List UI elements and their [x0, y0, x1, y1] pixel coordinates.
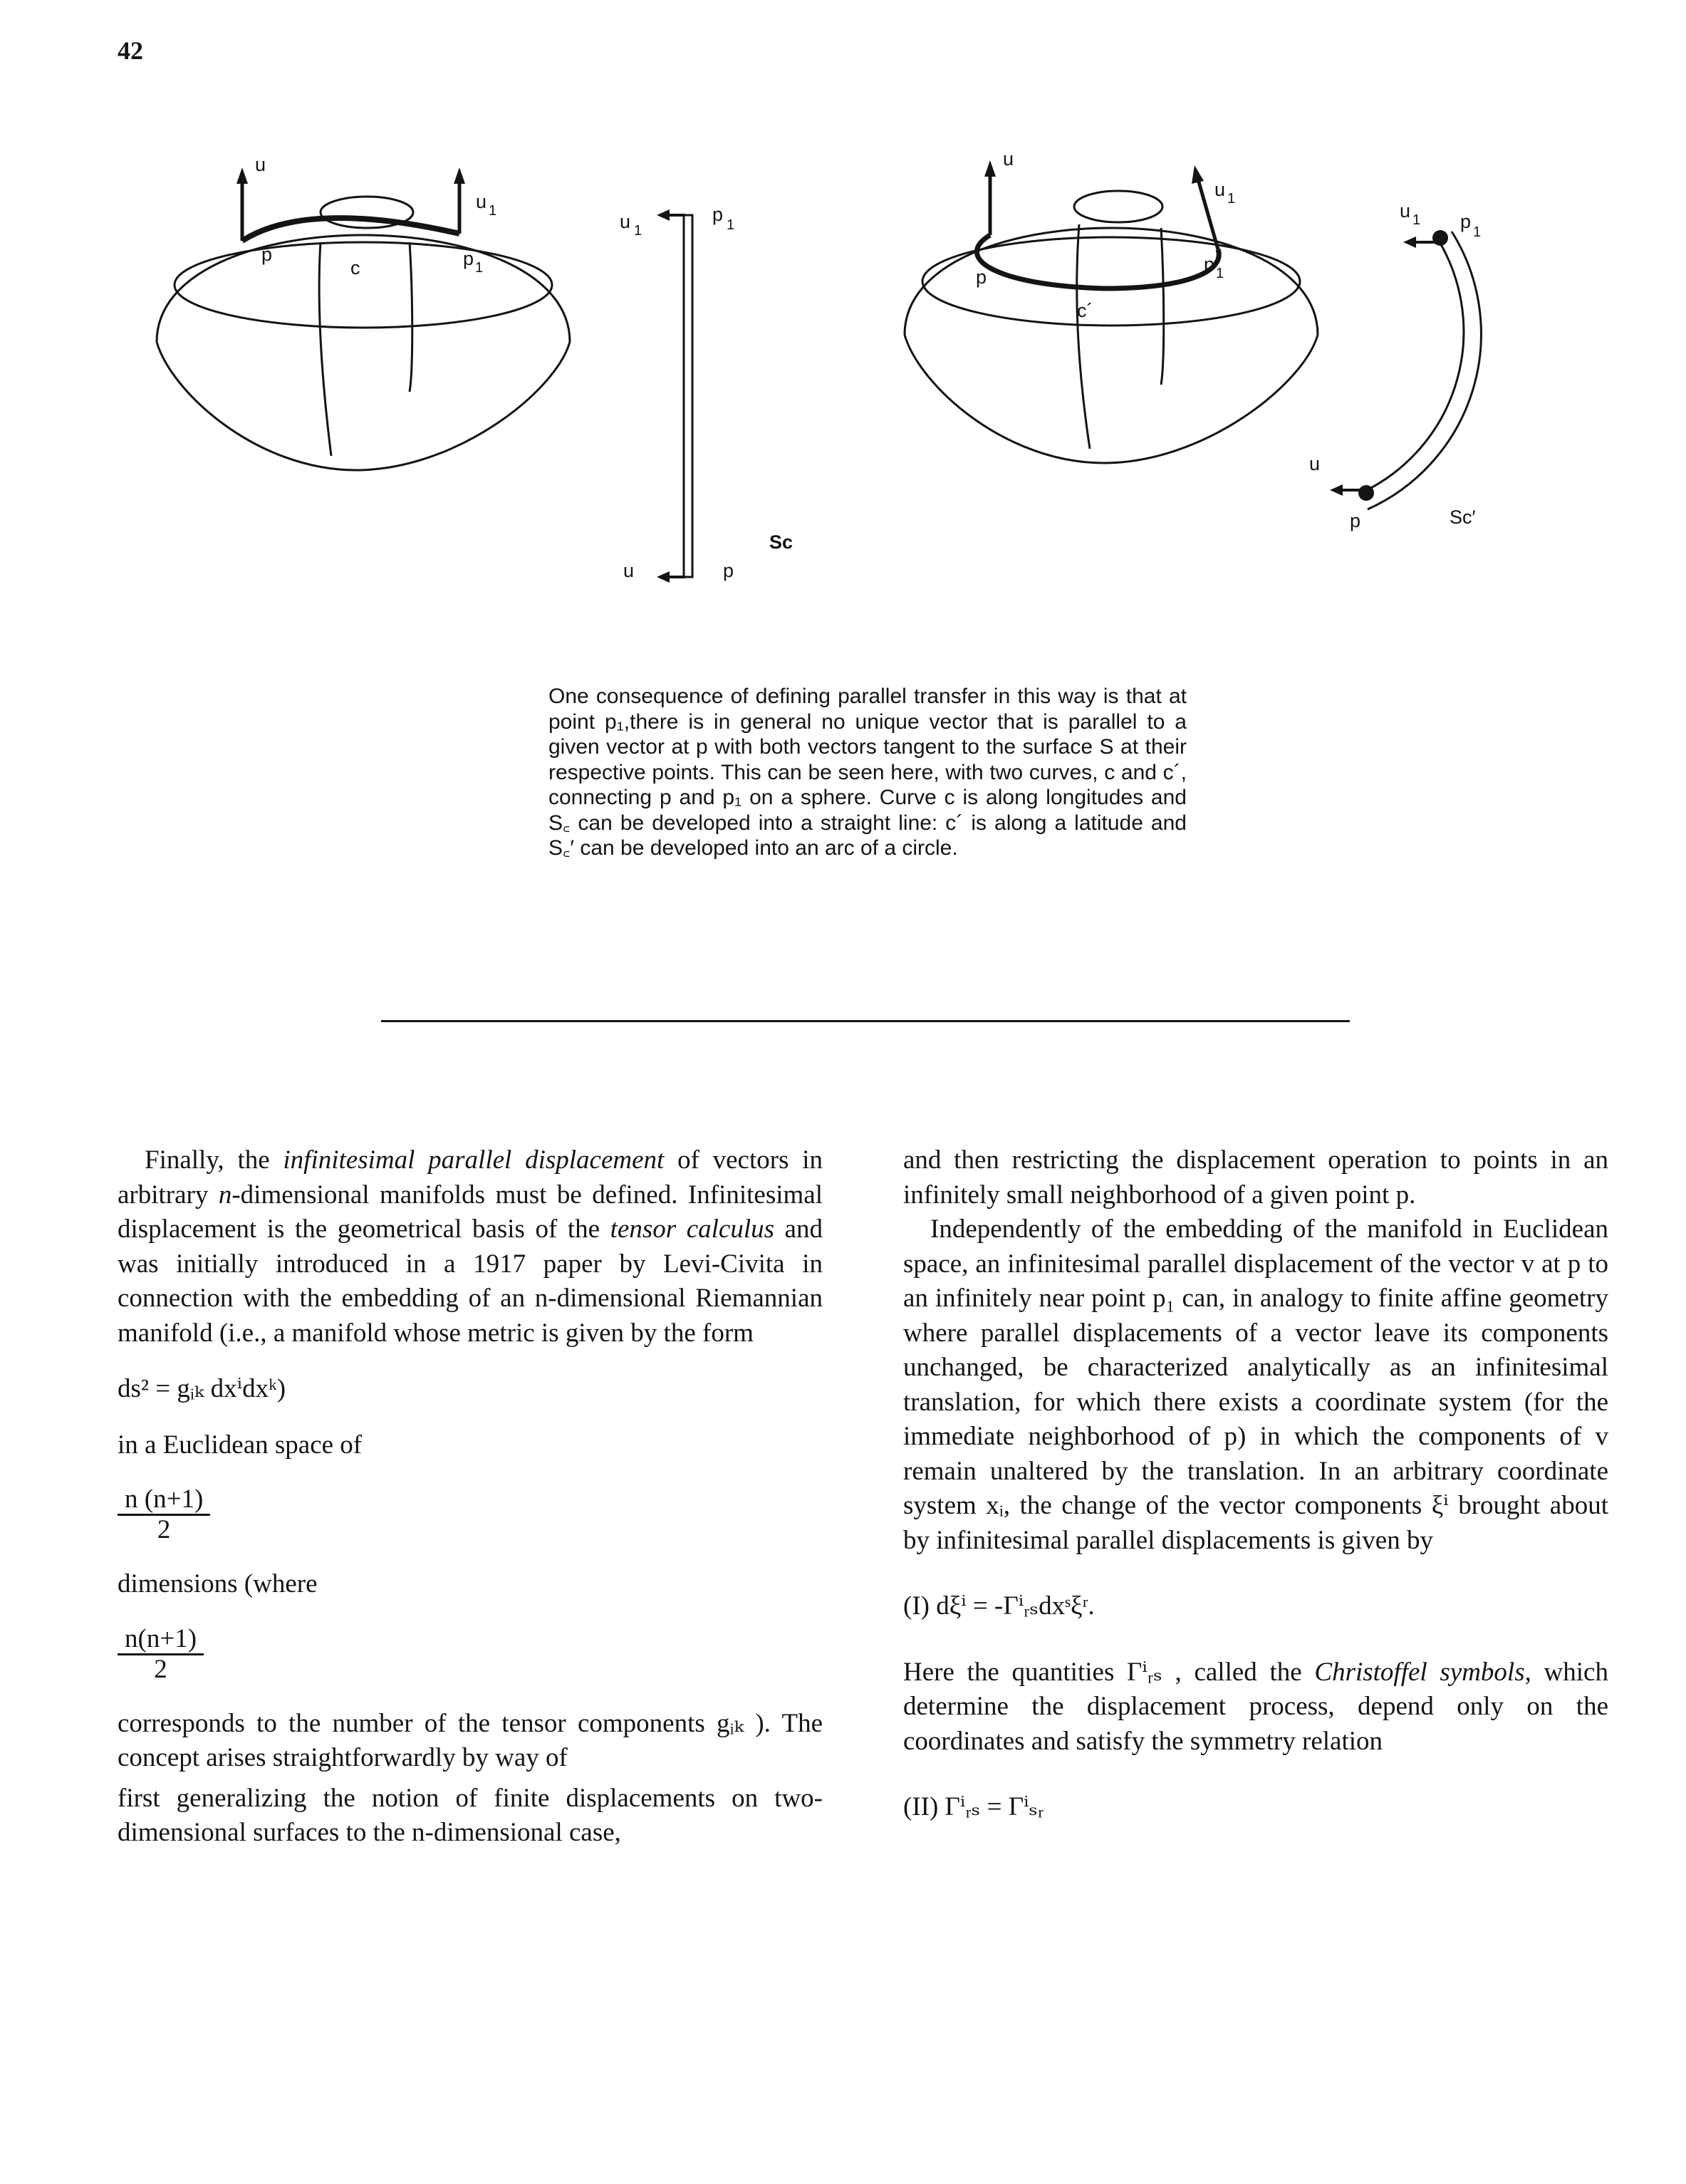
hemisphere-figure-c [142, 154, 584, 470]
strip-p1-label: p [712, 204, 724, 225]
arc-p1-label: p [1460, 211, 1472, 232]
figure-caption: One consequence of defining parallel transfer in this way is that at point p₁,there is in general no unique vector that is parallel to a given vector at p with both vectors tangent to the surface S at their respective points. This can be seen here, with two curves, c and c´, connecting p and p₁ on a sphere. Curve c is along longitudes and S꜀ can be developed into a straight line: c´ is along a latitude and S꜀′ can be developed into an arc of a circle. [548, 685, 1187, 860]
arc-sc-prime-label: Sc′ [1450, 506, 1476, 528]
left-column [118, 1143, 823, 1851]
term-infinitesimal-parallel-displacement: infinitesimal parallel displacement [283, 1145, 665, 1175]
p1-subscript-2: 1 [1216, 266, 1224, 281]
arc-p-label: p [1350, 510, 1361, 531]
strip-u1-subscript: 1 [634, 223, 642, 239]
u1-subscript: 1 [489, 203, 497, 219]
strip-u-label: u [623, 560, 635, 581]
fraction-1-denominator: 2 [157, 1515, 171, 1544]
strip-sc-label: Sc [769, 531, 793, 553]
term-n: n [218, 1180, 232, 1210]
equation-II: (II) Γⁱᵣₛ = Γⁱₛᵣ [903, 1792, 1044, 1821]
arc-u1-label: u [1400, 200, 1411, 222]
p-label: p [261, 244, 273, 265]
u-label-2: u [1003, 148, 1014, 170]
equation-I: (I) dξⁱ = -Γⁱᵣₛdxˢξʳ. [903, 1591, 1095, 1621]
page-number: 42 [118, 36, 143, 65]
fraction-2-numerator: n(n+1) [118, 1625, 204, 1655]
u1-label-2: u [1214, 179, 1226, 200]
term-tensor-calculus: tensor calculus [610, 1215, 774, 1244]
strip-u1-label: u [620, 211, 631, 232]
fraction-2 [118, 1625, 823, 1684]
right-paragraph-1: and then restricting the displacement operation to points in an infinitely small neighborhood of a given point p. [903, 1145, 1608, 1210]
straight-strip-sc [613, 199, 791, 584]
left-paragraph-4: corresponds to the number of the tensor components gᵢₖ ). The concept arises straightforwardly by way of [118, 1708, 823, 1772]
left-paragraph-5: first generalizing the notion of finite displacements on two-dimensional surfaces to the n-dimensional case, [118, 1783, 823, 1847]
p1-label: p [463, 248, 474, 269]
p1-label-2: p [1204, 254, 1215, 275]
fraction-2-denominator: 2 [154, 1654, 167, 1684]
left-paragraph-2: in a Euclidean space of [118, 1430, 363, 1460]
arc-p1-subscript: 1 [1473, 224, 1482, 240]
u1-label: u [476, 191, 487, 212]
strip-p1-subscript: 1 [727, 217, 735, 233]
fraction-1-numerator: n (n+1) [118, 1485, 210, 1516]
right-paragraph-3: Here the quantities Γⁱᵣₛ , called the Christoffel symbols, which determine the displacement process, depend only on the coordinates and satisfy the symmetry relation [903, 1657, 1608, 1756]
right-column [903, 1143, 1608, 1856]
arc-strip-sc-prime [1296, 192, 1596, 534]
strip-p-label: p [723, 560, 734, 581]
left-paragraph-1: Finally, the infinitesimal parallel displacement of vectors in arbitrary n-dimensional manifolds must be defined. Infinitesimal displacement is the geometrical basis of the tensor calculus and was initially introduced in a 1917 paper by Levi-Civita in connection with the embedding of an n-dimensional Riemannian manifold (i.e., a manifold whose metric is given by the form [118, 1145, 823, 1348]
arc-u-label: u [1309, 453, 1321, 474]
right-paragraph-2: Independently of the embedding of the manifold in Euclidean space, an infinitesimal parallel displacement of the vector v at p to an infinitely near point p₁ can, in analogy to finite affine geometry where parallel displacements of a vector leave its components unchanged, be characterized analytically as an infinitesimal translation, for which there exists a coordinate system (for the immediate neighborhood of p) in which the components of v remain unaltered by the translation. In an arbitrary coordinate system xᵢ, the change of the vector components ξⁱ brought about by infinitesimal parallel displacements is given by [903, 1215, 1608, 1555]
c-label: c [350, 257, 360, 279]
arc-u1-subscript: 1 [1412, 212, 1421, 228]
c-prime-label: c´ [1077, 300, 1093, 321]
u1-subscript-2: 1 [1227, 191, 1236, 207]
section-divider [381, 1020, 1350, 1022]
p-label-2: p [976, 266, 987, 288]
fraction-1 [118, 1485, 823, 1544]
p1-subscript: 1 [475, 260, 484, 276]
term-christoffel-symbols: Christoffel symbols, [1314, 1657, 1531, 1687]
u-label: u [255, 154, 266, 175]
metric-equation: ds² = gᵢₖ dxⁱdxᵏ) [118, 1374, 286, 1403]
hemisphere-figure-c-prime [890, 150, 1332, 463]
left-paragraph-3: dimensions (where [118, 1569, 318, 1598]
